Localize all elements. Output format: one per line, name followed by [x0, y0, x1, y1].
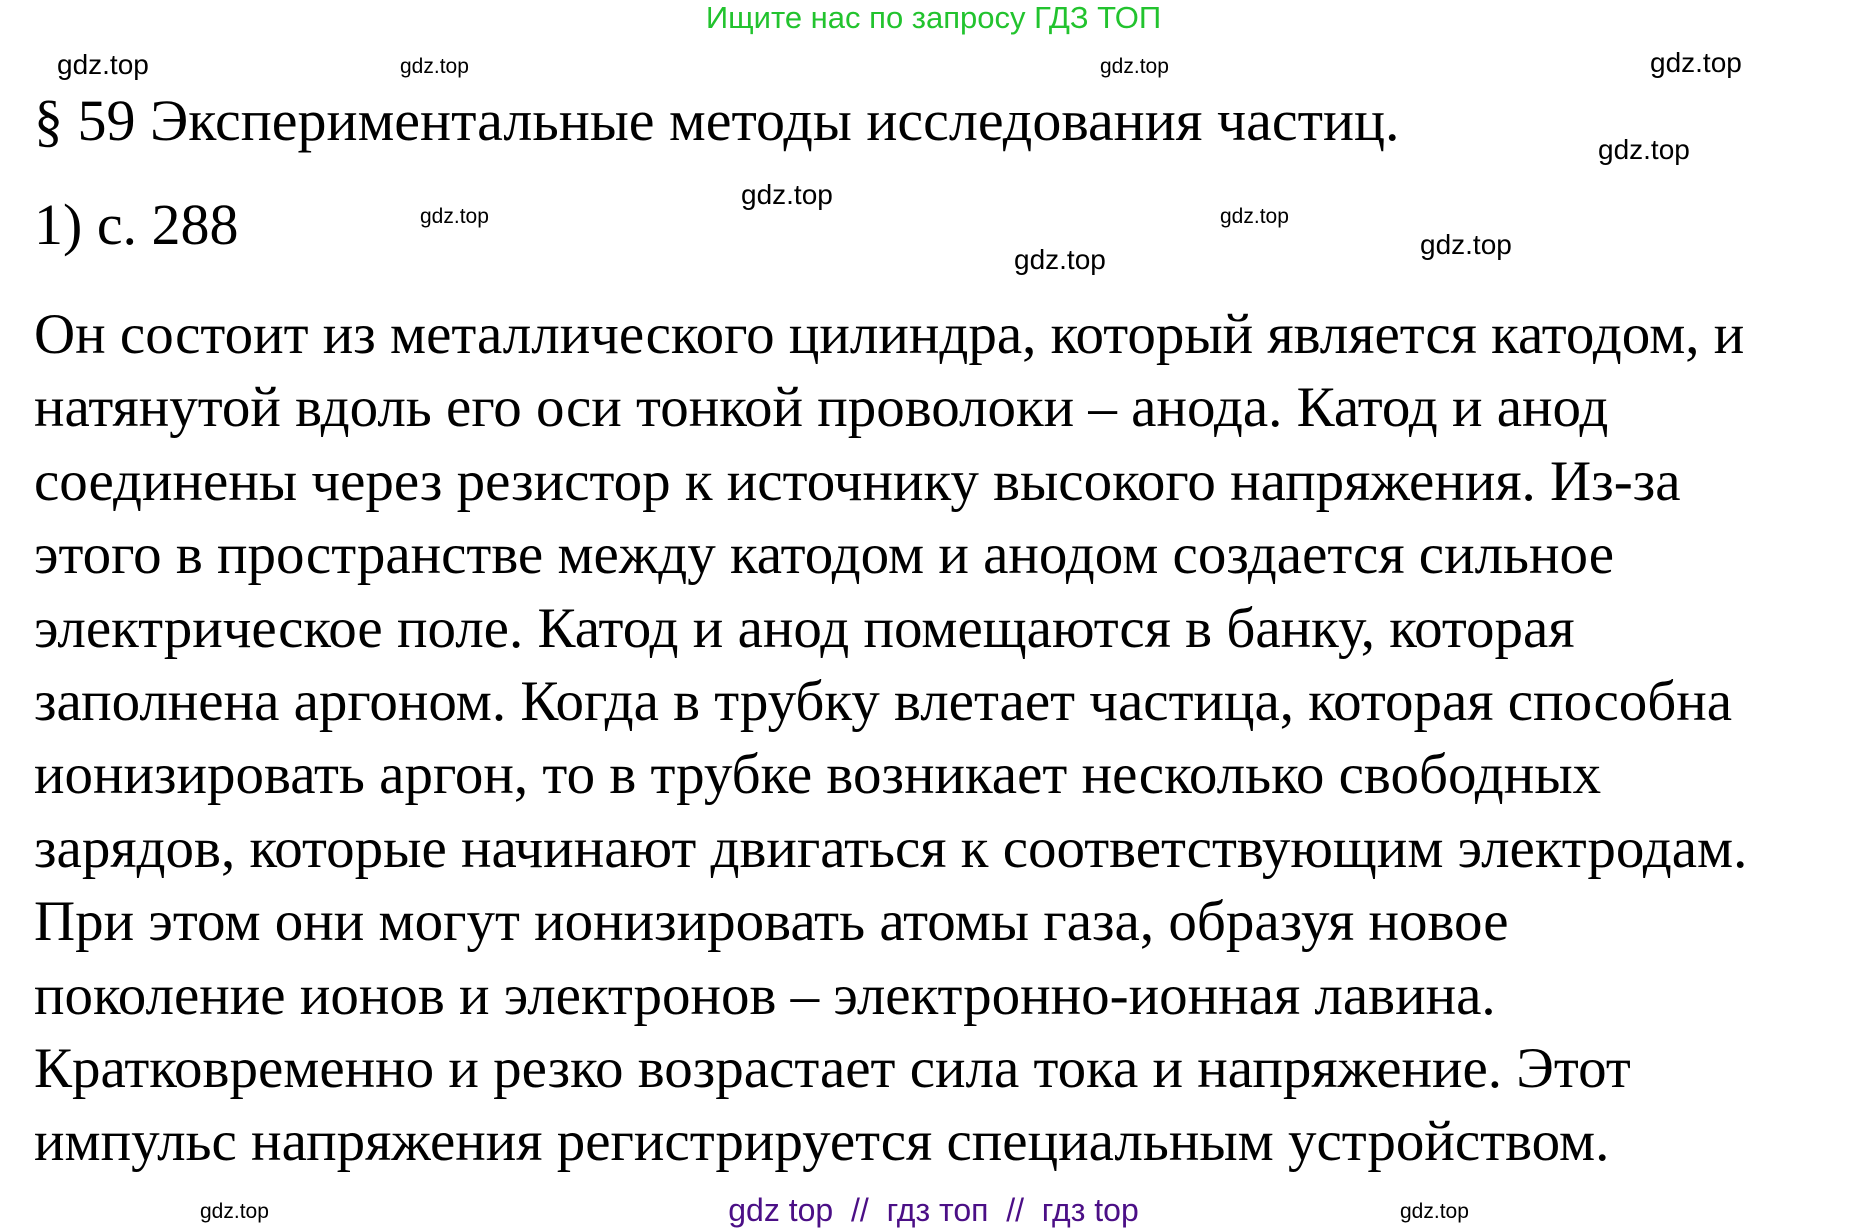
answer-line: соединены через резистор к источнику высокого напряжения. Из-за [34, 449, 1681, 513]
watermark: gdz.top [741, 179, 833, 210]
answer-line: Кратковременно и резко возрастает сила тока и напряжение. Этот [34, 1037, 1631, 1101]
answer-line: зарядов, которые начинают двигаться к соответствующим электродам. [34, 816, 1748, 880]
watermark: gdz.top [1400, 1200, 1469, 1223]
answer-line: электрическое поле. Катод и анод помещаются в банку, которая [34, 596, 1575, 660]
watermark: gdz.top [1420, 229, 1512, 260]
answer-line: заполнена аргоном. Когда в трубку влетает частица, которая способна [34, 670, 1733, 734]
watermark: gdz.top [400, 55, 469, 78]
answer-line: поколение ионов и электронов – электронно-ионная лавина. [34, 963, 1496, 1027]
footer-watermark: gdz top // гдз топ // гдз top [728, 1192, 1139, 1228]
watermark: gdz.top [1014, 244, 1106, 275]
watermark: gdz.top [1598, 134, 1690, 165]
answer-line: При этом они могут ионизировать атомы газа, образуя новое [34, 890, 1509, 954]
watermark: gdz.top [200, 1200, 269, 1223]
watermark: gdz.top [1220, 205, 1289, 228]
answer-line: натянутой вдоль его оси тонкой проволоки – анода. Катод и анод [34, 376, 1609, 440]
answer-line: Он состоит из металлического цилиндра, который является катодом, и [34, 303, 1745, 366]
task-label: 1) с. 288 [34, 192, 239, 257]
page-title: § 59 Экспериментальные методы исследования частиц. [34, 88, 1400, 153]
watermark: gdz.top [1650, 47, 1742, 78]
answer-line: этого в пространстве между катодом и анодом создается сильное [34, 523, 1615, 587]
watermark: gdz.top [420, 205, 489, 228]
watermark: gdz.top [57, 49, 149, 80]
promo-banner: Ищите нас по запросу ГДЗ ТОП [705, 0, 1162, 35]
answer-line: импульс напряжения регистрируется специальным устройством. [34, 1110, 1610, 1174]
answer-line: ионизировать аргон, то в трубке возникает несколько свободных [34, 743, 1602, 807]
watermark: gdz.top [1100, 55, 1169, 78]
answer-text [34, 298, 1747, 1179]
